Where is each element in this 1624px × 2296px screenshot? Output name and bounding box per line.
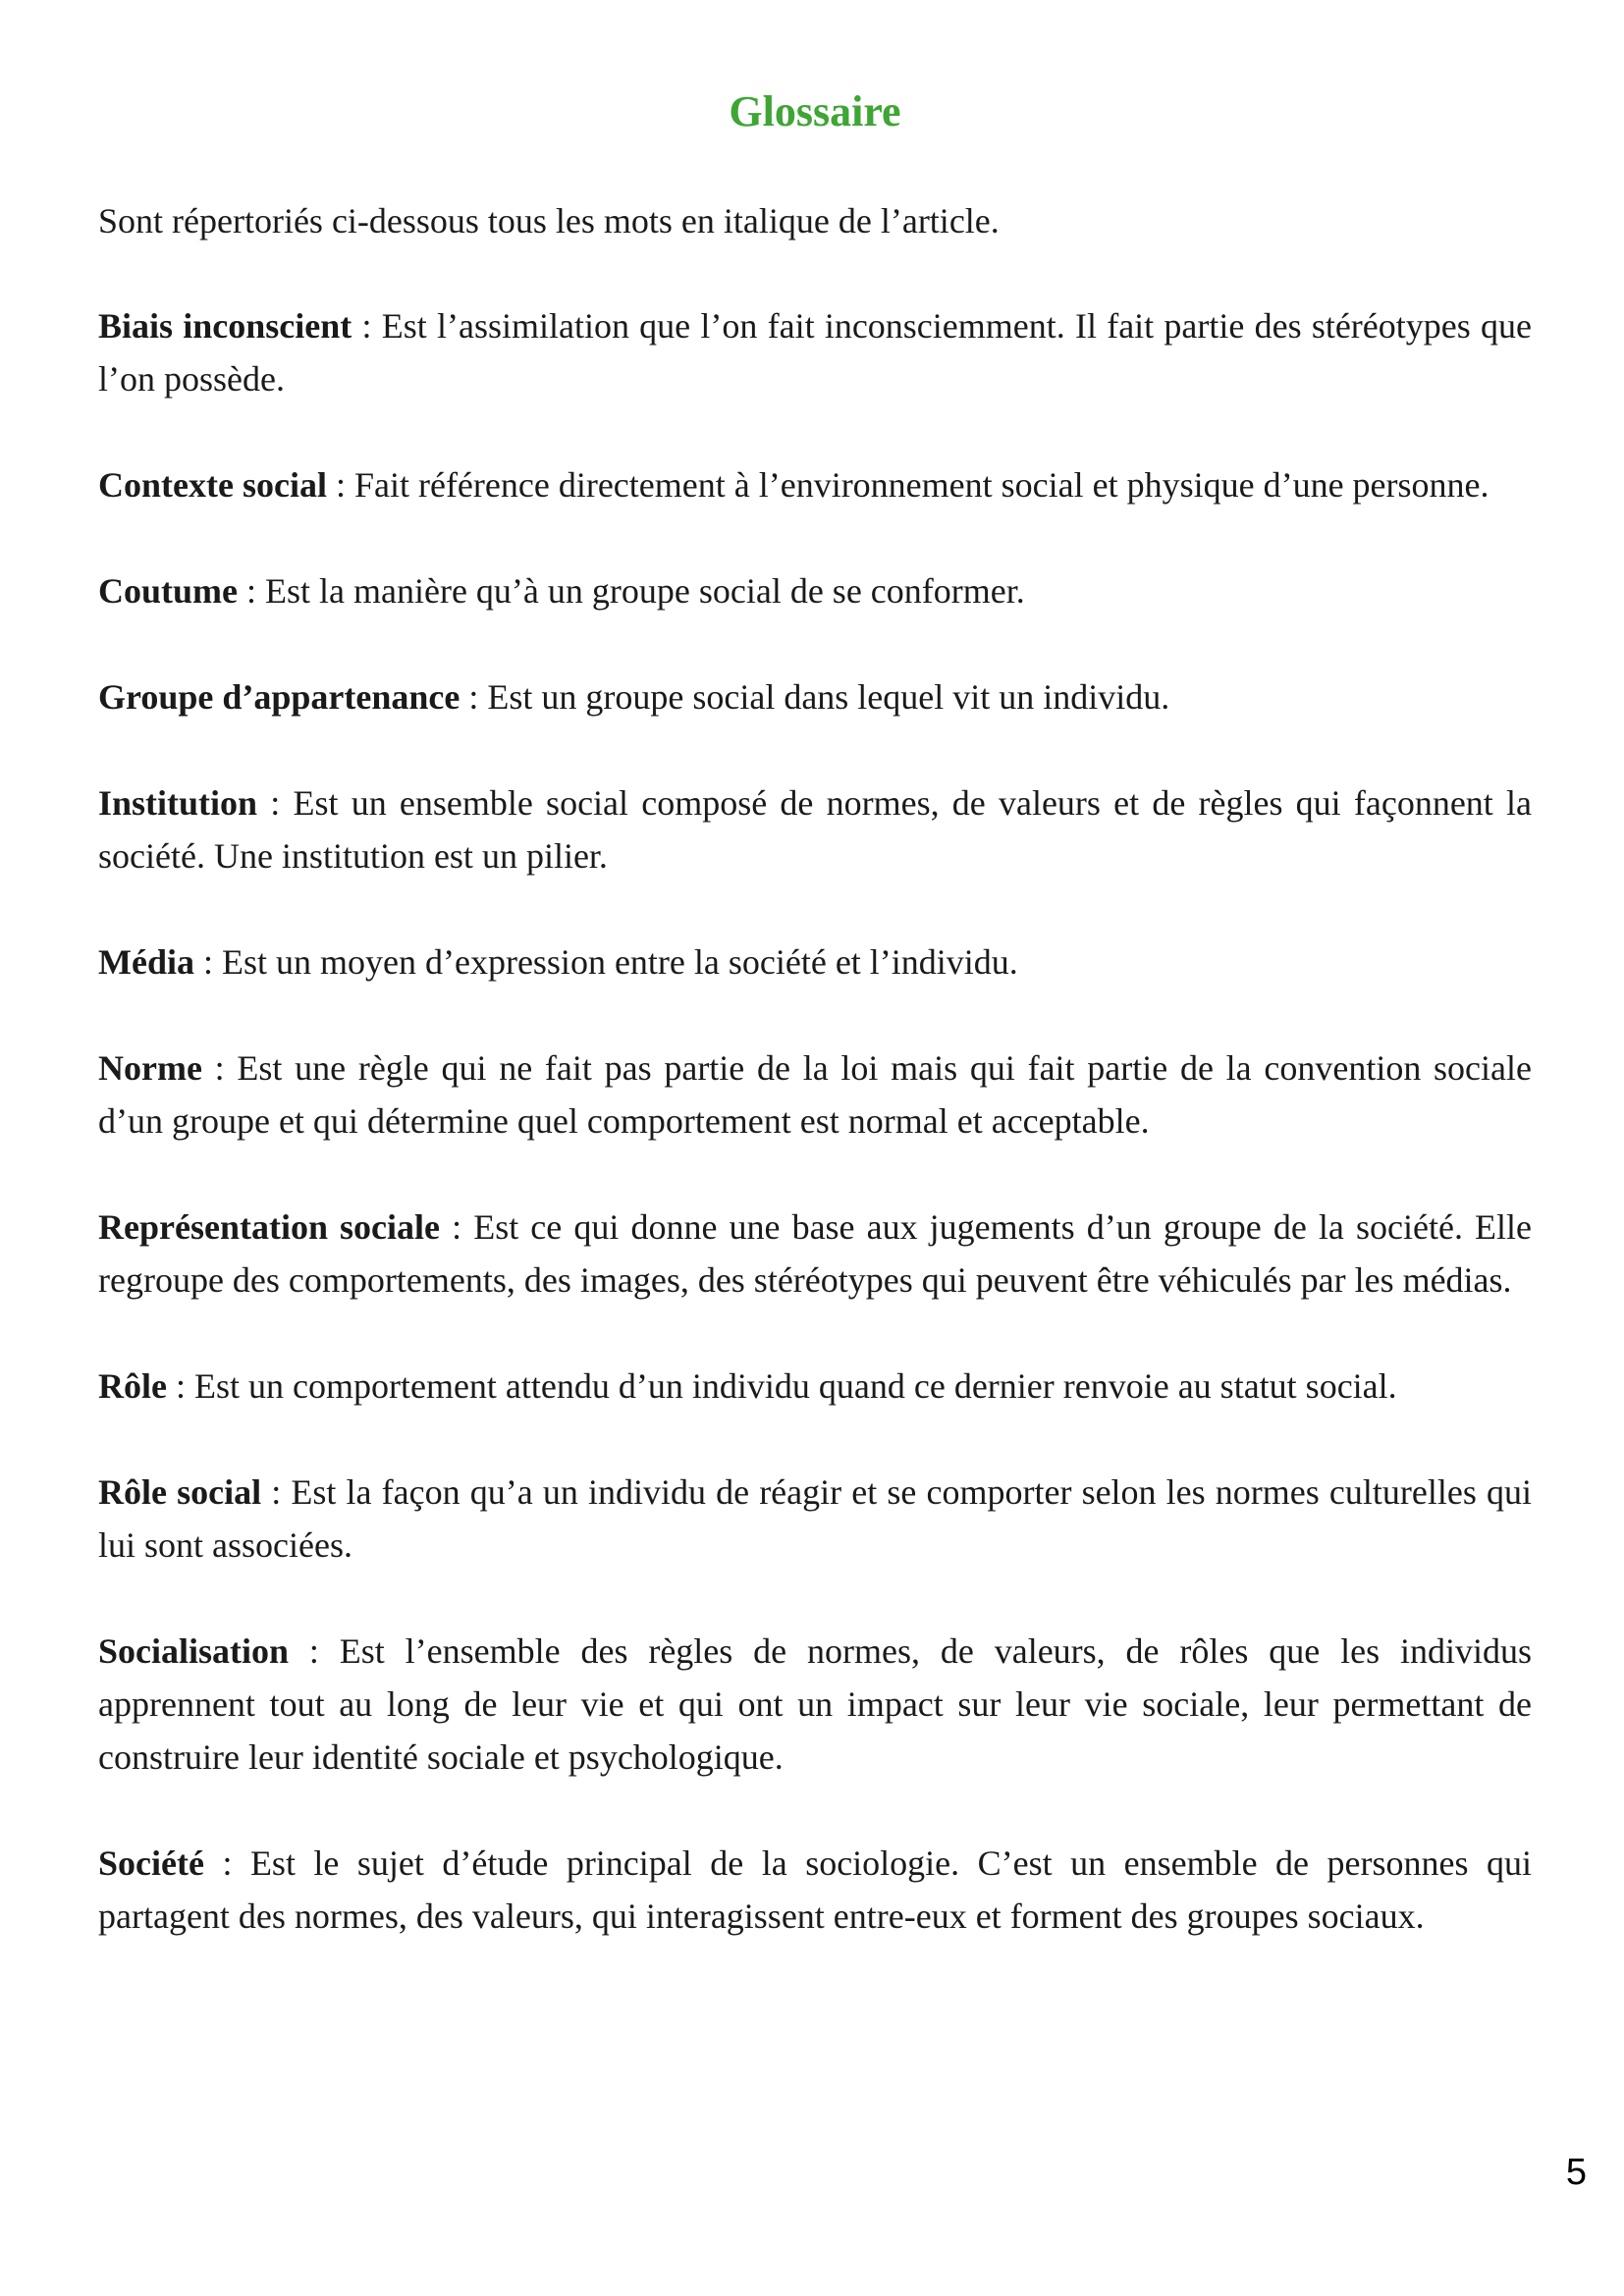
term-separator: : [289,1631,340,1671]
glossary-term: Biais inconscient [98,306,352,346]
glossary-term: Groupe d’appartenance [98,677,460,717]
glossary-term: Institution [98,783,258,823]
term-separator: : [460,677,488,717]
glossary-term: Rôle [98,1366,167,1406]
page-title: Glossaire [729,87,901,135]
glossary-definition: Est un groupe social dans lequel vit un individu. [487,677,1170,717]
glossary-entry [98,1201,1532,1307]
glossary-term: Rôle social [98,1472,262,1512]
glossary-definition: Est ce qui donne une base aux jugements d’un groupe de la société. Elle regroupe des comportements, des images, des stéréotypes qui peuvent être véhiculés par les médias. [98,1207,1533,1300]
glossary-term: Société [98,1843,204,1883]
glossary-entry [98,1625,1532,1784]
term-separator: : [201,1048,238,1088]
glossary-term: Contexte social [98,465,327,505]
glossary-entry [98,458,1532,511]
term-separator: : [352,306,382,346]
glossary-definition: Est l’ensemble des règles de normes, de valeurs, de rôles que les individus apprennent tout au long de leur vie et qui ont un impact sur leur vie sociale, leur permettant de construire leur identité sociale et psychologique. [98,1631,1532,1777]
term-separator: : [193,942,222,982]
glossary-definition: Est une règle qui ne fait pas partie de la loi mais qui fait partie de la convention sociale d’un groupe et qui détermine quel comportement est normal et acceptable. [98,1048,1532,1141]
term-separator: : [440,1207,474,1247]
glossary-term: Représentation sociale [98,1207,441,1247]
glossary-term: Norme [98,1048,202,1088]
glossary-entry [98,299,1532,405]
glossary-entry [98,1466,1532,1572]
term-separator: : [166,1366,194,1406]
glossary-term: Socialisation [98,1631,290,1671]
glossary-entry [98,1360,1532,1413]
glossary-definition: Est l’assimilation que l’on fait inconsciemment. Il fait partie des stéréotypes que l’on possède. [98,306,1532,399]
glossary-entry [98,564,1532,617]
glossary-entry [98,1837,1532,1943]
glossary-entry [98,1041,1532,1148]
glossary-definition: Est un ensemble social composé de normes, de valeurs et de règles qui façonnent la société. Une institution est un pilier. [98,783,1532,876]
term-separator: : [326,465,354,505]
term-separator: : [203,1843,250,1883]
glossary-entry [98,776,1532,882]
intro-paragraph: Sont répertoriés ci-dessous tous les mots en italique de l’article. [98,201,1000,240]
glossary-definition: Est la manière qu’à un groupe social de se conformer. [265,571,1025,611]
glossary-definition: Est le sujet d’étude principal de la sociologie. C’est un ensemble de personnes qui partagent des normes, des valeurs, qui interagissent entre-eux et forment des groupes sociaux. [98,1843,1532,1936]
term-separator: : [261,1472,292,1512]
term-separator: : [257,783,294,823]
glossary-term: Média [98,942,194,982]
glossary-definition: Est la façon qu’a un individu de réagir et se comporter selon les normes culturelles qui lui sont associées. [98,1472,1532,1565]
glossary-term: Coutume [98,571,238,611]
term-separator: : [238,571,266,611]
glossary-entry [98,670,1532,723]
glossary-entry [98,935,1532,988]
glossary-definition: Fait référence directement à l’environnement social et physique d’une personne. [353,465,1489,505]
glossary-definition: Est un comportement attendu d’un individu quand ce dernier renvoie au statut social. [194,1366,1397,1406]
page-number: 5 [1565,2152,1587,2193]
glossary-definition: Est un moyen d’expression entre la société et l’individu. [222,942,1018,982]
glossary-list [98,299,1532,1996]
